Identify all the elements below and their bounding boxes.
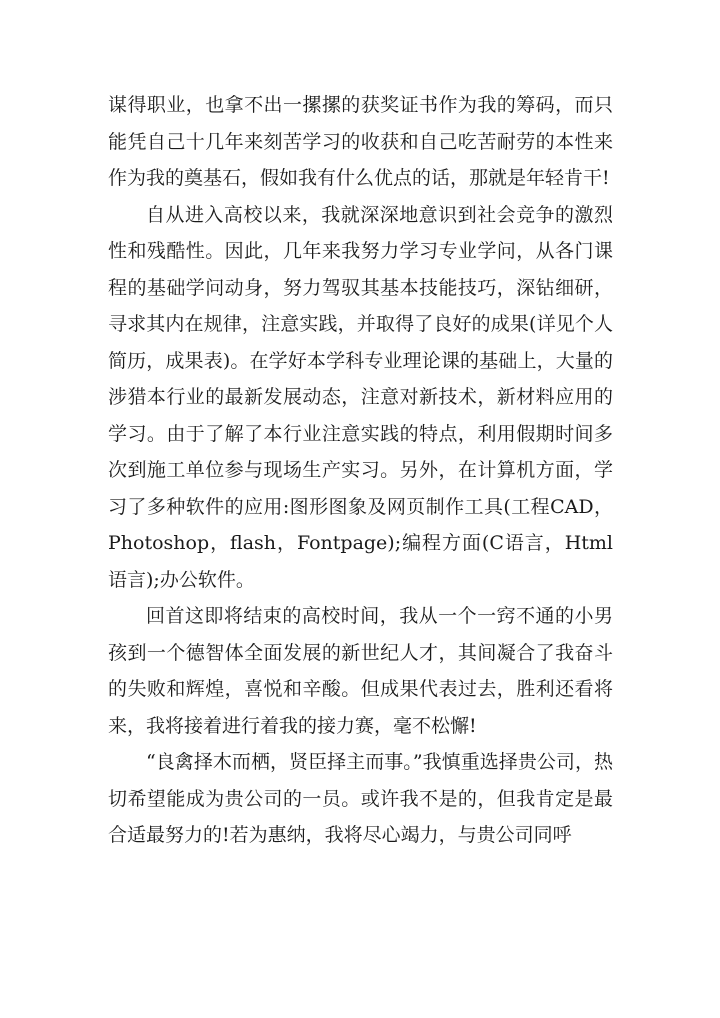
paragraph-2: 自从进入高校以来，我就深深地意识到社会竞争的激烈性和残酷性。因此，几年来我努力学习专业学问，从各门课程的基础学问动身，努力驾驭其基本技能技巧，深钻细研，寻求其内在规律，注意实践，并取得了良好的成果(详见个人简历，成果表)。在学好本学科专业理论课的基础上，大量的涉猎本行业的最新发展动态，注意对新技术，新材料应用的学习。由于了解了本行业注意实践的特点，利用假期时间多次到施工单位参与现场生产实习。另外，在计算机方面，学习了多种软件的应用:图形图象及网页制作工具(工程CAD，Photoshop，flash，Fontpage);编程方面(C语言，Html语言);办公软件。 [108,203,613,591]
paragraph-3: 回首这即将结束的高校时间，我从一个一窍不通的小男孩到一个德智体全面发展的新世纪人才，其间凝合了我奋斗的失败和辉煌，喜悦和辛酸。但成果代表过去，胜利还看将来，我将接着进行着我的接力赛，毫不松懈! [108,605,613,737]
paragraph-1: 谋得职业，也拿不出一摞摞的获奖证书作为我的筹码，而只能凭自己十几年来刻苦学习的收获和自己吃苦耐劳的本性来作为我的奠基石，假如我有什么优点的话，那就是年轻肯干! [108,94,613,189]
document-body [108,87,613,854]
paragraph-4: “良禽择木而栖，贤臣择主而事。”我慎重选择贵公司，热切希望能成为贵公司的一员。或许我不是的，但我肯定是最合适最努力的!若为惠纳，我将尽心竭力，与贵公司同呼 [108,751,613,846]
